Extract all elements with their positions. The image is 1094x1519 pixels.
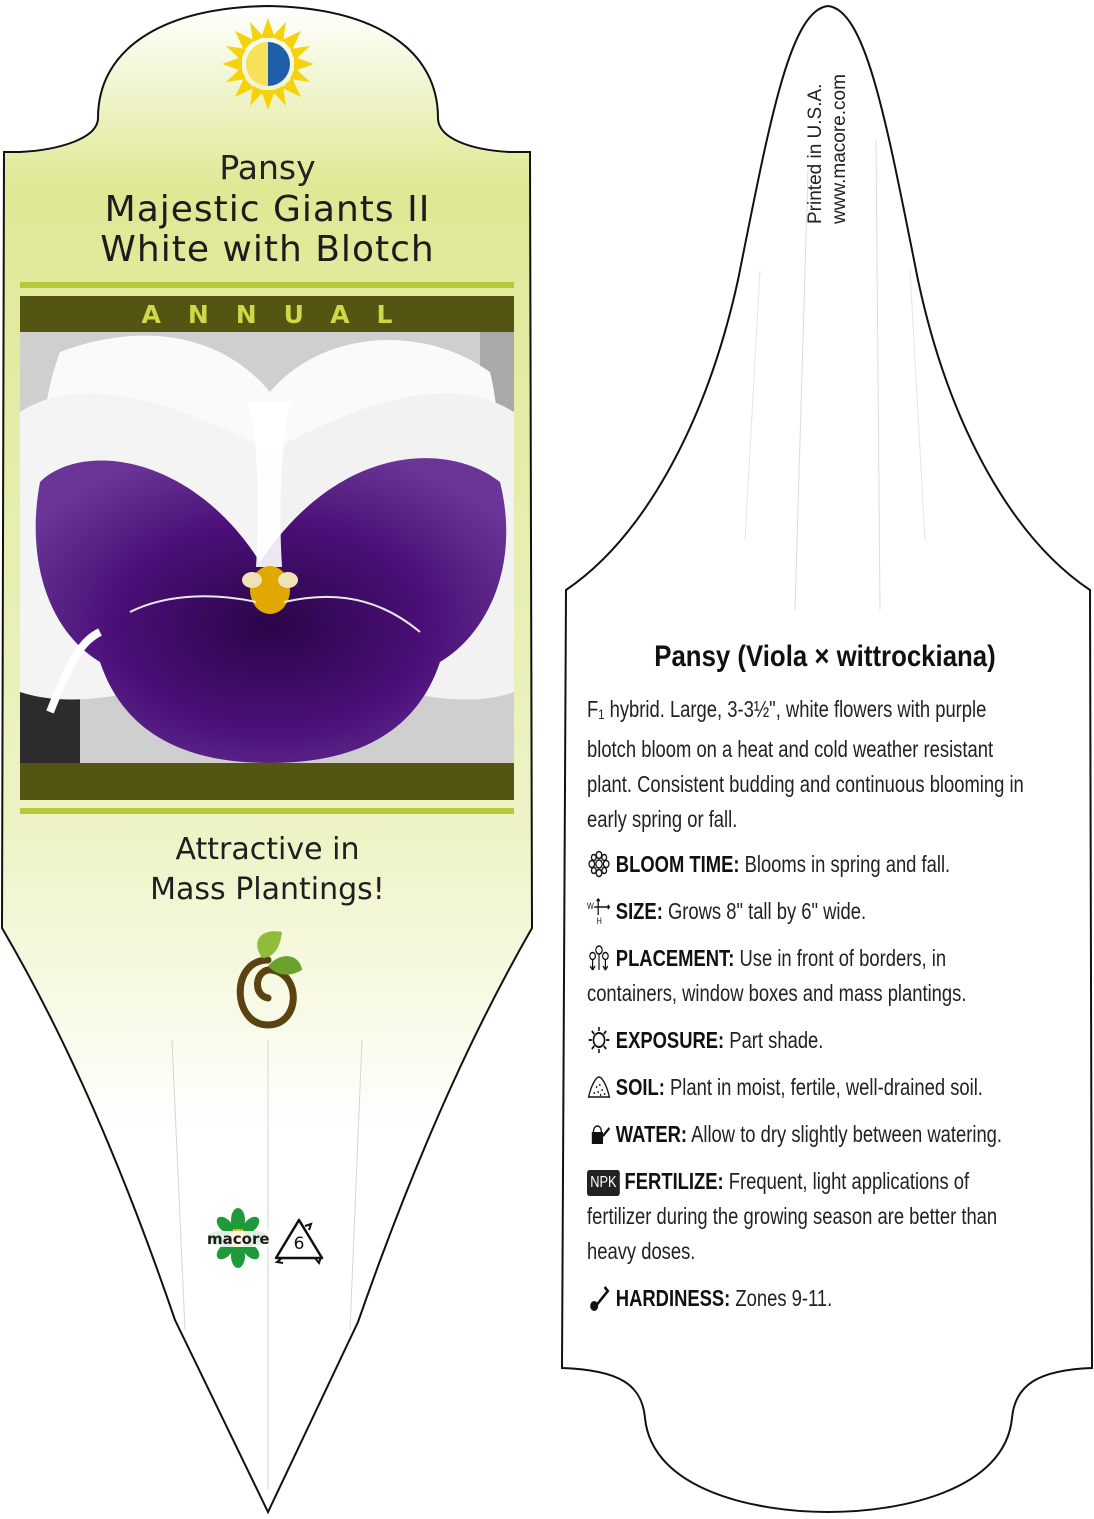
fertilize-value: Frequent, light applications of fertilizer during the growing season are better than heavy doses. (587, 1168, 998, 1264)
bloom-time-value: Blooms in spring and fall. (744, 851, 951, 877)
exposure-label: EXPOSURE: (615, 1027, 725, 1053)
care-info (587, 692, 1035, 1328)
size-row (587, 894, 1035, 929)
exposure-value: Part shade. (729, 1027, 824, 1053)
hardiness-row (587, 1281, 1035, 1316)
sun-shade-icon (222, 18, 314, 110)
flower-icon (587, 850, 611, 878)
size-arrows-icon (587, 897, 611, 925)
thermometer-icon (587, 1284, 611, 1312)
variety-line-1: Majestic Giants II (104, 189, 431, 230)
scientific-title: Pansy (Viola × wittrockiana) (654, 640, 996, 673)
f1-subscript: 1 (598, 706, 605, 722)
accent-rule-lower (20, 808, 514, 814)
macore-website: www.macore.com (829, 74, 850, 224)
placement-row (587, 941, 1035, 1011)
soil-icon (587, 1073, 611, 1101)
size-h-letter: H (596, 916, 602, 925)
bloom-time-row (587, 847, 1035, 882)
brand-wordmark: macore (207, 1230, 270, 1248)
size-label: SIZE: (615, 898, 663, 924)
soil-label: SOIL: (615, 1074, 665, 1100)
plant-type-label: ANNUAL (141, 299, 420, 329)
hardiness-label: HARDINESS: (615, 1285, 731, 1311)
photo-bottom-band (20, 763, 514, 800)
sun-exposure-icon (587, 1026, 611, 1054)
accent-rule (20, 282, 514, 288)
soil-row (587, 1070, 1035, 1105)
plant-group-icon (587, 944, 611, 972)
pansy-photo (20, 332, 514, 763)
pansy-flower-image (20, 332, 514, 763)
slogan-line-2: Mass Plantings! (150, 872, 385, 907)
placement-value: Use in front of borders, in containers, window boxes and mass plantings. (587, 945, 967, 1006)
hardiness-value: Zones 9-11. (735, 1285, 833, 1311)
plant-type-band (20, 296, 514, 332)
soil-value: Plant in moist, fertile, well-drained soil. (669, 1074, 983, 1100)
npk-icon: NPK (587, 1170, 620, 1196)
f1-prefix: F (587, 696, 599, 722)
watering-can-icon (587, 1120, 611, 1148)
fertilize-row (587, 1164, 1035, 1269)
variety-name (20, 190, 515, 270)
variety-line-2: White with Blotch (100, 229, 435, 270)
size-w-letter: W (587, 901, 594, 912)
recycling-number: 6 (293, 1234, 305, 1254)
slogan-line-1: Attractive in (175, 832, 360, 867)
description-text: hybrid. Large, 3-3½", white flowers with purple blotch bloom on a heat and cold weather resistant plant. Consistent budding and continuous blooming in early spring or fall. (587, 696, 1024, 832)
common-name: Pansy (219, 148, 316, 187)
exposure-row (587, 1023, 1035, 1058)
size-value: Grows 8" tall by 6" wide. (667, 898, 867, 924)
water-row (587, 1117, 1035, 1152)
printer-info (805, 74, 865, 280)
printed-in-usa: Printed in U.S.A. (805, 83, 826, 224)
fertilize-label: FERTILIZE: (624, 1168, 724, 1194)
water-value: Allow to dry slightly between watering. (691, 1121, 1003, 1147)
slogan (40, 830, 495, 910)
description (587, 692, 1035, 837)
placement-label: PLACEMENT: (615, 945, 735, 971)
bloom-time-label: BLOOM TIME: (615, 851, 740, 877)
water-label: WATER: (615, 1121, 688, 1147)
